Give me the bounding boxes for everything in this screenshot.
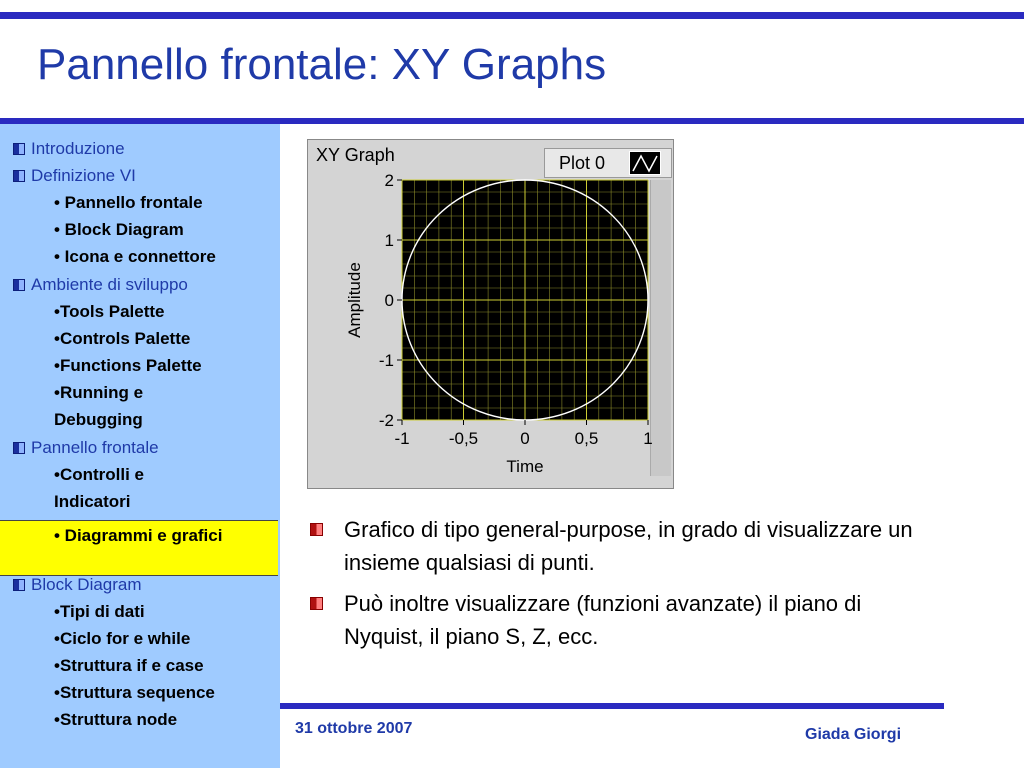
description-item: Grafico di tipo general-purpose, in grado di visualizzare un insieme qualsiasi di punti. xyxy=(310,513,930,579)
section-bullet-icon xyxy=(13,442,25,454)
sidebar-subitem-tools-palette[interactable]: •Tools Palette xyxy=(54,302,165,321)
sidebar-item-ambiente-sviluppo[interactable]: Ambiente di sviluppo xyxy=(13,271,188,298)
x-tick-label: -1 xyxy=(394,429,410,448)
sidebar-subitem-node[interactable]: •Struttura node xyxy=(54,710,178,729)
sidebar-subitem-diagrammi-grafici[interactable]: • Diagrammi e grafici xyxy=(54,526,223,545)
x-tick-label: 1 xyxy=(643,429,653,448)
sidebar-subitem-pannello-frontale[interactable]: • Pannello frontale xyxy=(54,193,203,212)
sidebar-subitem-icona-connettore[interactable]: • Icona e connettore xyxy=(54,247,216,266)
footer-author: Giada Giorgi xyxy=(805,726,902,743)
sidebar-item-introduzione[interactable]: Introduzione xyxy=(13,135,125,162)
x-axis-label: Time xyxy=(506,457,544,476)
sidebar-subitem-running-debugging[interactable]: •Running e Debugging xyxy=(54,383,144,429)
x-tick-label: -0,5 xyxy=(448,429,479,448)
sidebar-subitem-ciclo-for-while[interactable]: •Ciclo for e while xyxy=(54,629,191,648)
top-accent-bar xyxy=(0,12,1024,19)
y-axis-label: Amplitude xyxy=(345,262,364,338)
sidebar-item-pannello-frontale[interactable]: Pannello frontale xyxy=(13,434,159,461)
sidebar-subitem-sequence[interactable]: •Struttura sequence xyxy=(54,683,215,702)
sidebar-subitem-controlli-indicatori[interactable]: •Controlli e Indicatori xyxy=(54,465,145,511)
sidebar-item-block-diagram[interactable]: Block Diagram xyxy=(13,571,142,598)
plot-area[interactable] xyxy=(308,140,675,490)
description-item: Può inoltre visualizzare (funzioni avanzate) il piano di Nyquist, il piano S, Z, ecc. xyxy=(310,587,930,653)
bullet-icon xyxy=(310,523,323,536)
sidebar-subitem-tipi-dati[interactable]: •Tipi di dati xyxy=(54,602,145,621)
description-list xyxy=(310,513,930,661)
sidebar-subitem-functions-palette[interactable]: •Functions Palette xyxy=(54,356,202,375)
x-tick-label: 0 xyxy=(520,429,530,448)
legend-label: Plot 0 xyxy=(559,153,606,173)
footer-divider xyxy=(280,703,944,709)
sidebar-subitem-controls-palette[interactable]: •Controls Palette xyxy=(54,329,191,348)
sidebar-item-definizione-vi[interactable]: Definizione VI xyxy=(13,162,136,189)
y-tick-label: -2 xyxy=(378,411,394,430)
sidebar-subitem-if-case[interactable]: •Struttura if e case xyxy=(54,656,204,675)
section-bullet-icon xyxy=(13,279,25,291)
y-tick-label: 2 xyxy=(384,171,394,190)
y-tick-label: 0 xyxy=(384,291,394,310)
y-tick-label: -1 xyxy=(378,351,394,370)
slide-title: Pannello frontale: XY Graphs xyxy=(37,40,607,89)
x-tick-label: 0,5 xyxy=(574,429,599,448)
section-bullet-icon xyxy=(13,170,25,182)
y-tick-label: 1 xyxy=(384,231,394,250)
section-bullet-icon xyxy=(13,143,25,155)
section-bullet-icon xyxy=(13,579,25,591)
sidebar-subitem-block-diagram[interactable]: • Block Diagram xyxy=(54,220,184,239)
graph-label: XY Graph xyxy=(316,145,395,165)
xy-graph-panel[interactable] xyxy=(307,139,674,489)
footer-date: 31 ottobre 2007 xyxy=(295,720,413,737)
bullet-icon xyxy=(310,597,323,610)
